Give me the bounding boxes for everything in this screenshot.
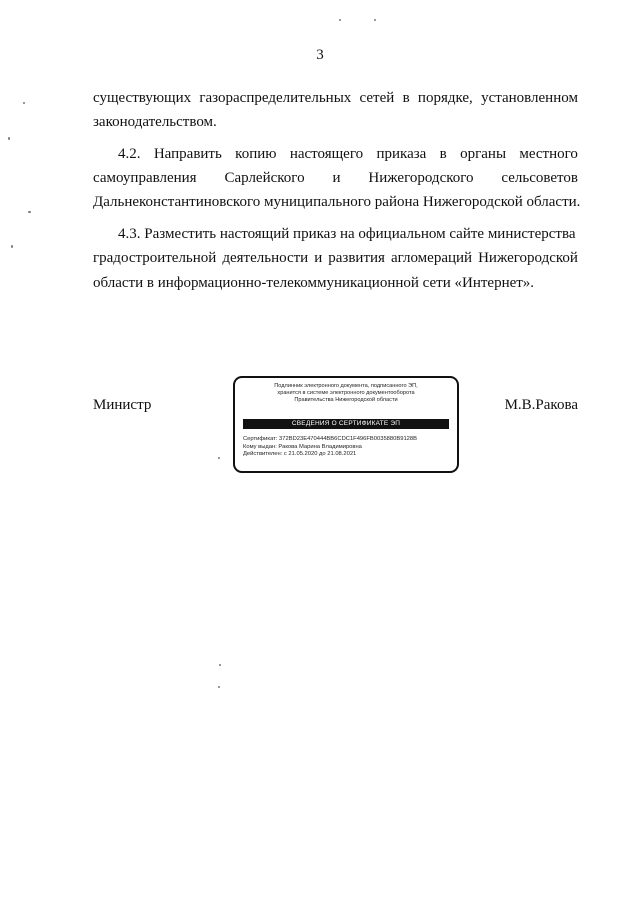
word: 4.2.	[118, 146, 141, 162]
scan-speck	[218, 686, 220, 688]
word: сельсоветов	[501, 170, 578, 186]
word: сетей	[359, 90, 395, 106]
scan-speck	[339, 19, 341, 21]
signatory-name: М.В.Ракова	[504, 397, 578, 413]
word: копию	[235, 146, 277, 162]
paragraph-2-line-2	[93, 168, 578, 188]
paragraph-1-line-1	[93, 88, 578, 108]
paragraph-3-line-2	[93, 248, 578, 268]
electronic-signature-stamp	[233, 376, 459, 473]
signatory-position: Министр	[93, 397, 152, 413]
scan-speck	[11, 245, 13, 248]
paragraph-1-line-2: законодательством.	[93, 114, 217, 130]
scan-speck	[219, 664, 221, 666]
certificate-owner: Кому выдан: Ракова Марина Владимировна	[243, 443, 362, 450]
page-number: 3	[316, 47, 324, 63]
scan-speck	[8, 137, 10, 140]
word: порядке,	[417, 90, 473, 106]
certificate-validity: Действителен: с 21.05.2020 до 21.08.2021	[243, 451, 357, 457]
word: органы	[460, 146, 507, 162]
word: Сарлейского	[224, 170, 305, 186]
word: градостроительной	[93, 250, 217, 266]
word: установленном	[481, 90, 578, 106]
word: приказа	[376, 146, 427, 162]
scan-speck	[218, 457, 220, 459]
word: деятельности	[222, 250, 309, 266]
word: самоуправления	[93, 170, 197, 186]
word: настоящего	[289, 146, 364, 162]
stamp-title-bar: СВЕДЕНИЯ О СЕРТИФИКАТЕ ЭП	[243, 419, 449, 429]
paragraph-3-line-3: области в информационно-телекоммуникационной сети «Интернет».	[93, 275, 535, 291]
stamp-header-line: хранится в системе электронного документооборота	[277, 390, 415, 396]
word: газораспределительных	[199, 90, 352, 106]
word: местного	[519, 146, 578, 162]
word: существующих	[93, 90, 192, 106]
paragraph-2-line-1	[118, 144, 578, 164]
word: развития	[328, 250, 385, 266]
stamp-header-line: Правительства Нижегородской области	[294, 397, 398, 403]
word: в	[402, 90, 410, 106]
word: Нижегородской	[478, 250, 578, 266]
scan-speck	[23, 102, 25, 104]
scan-speck	[374, 19, 376, 21]
word: в	[439, 146, 447, 162]
word: Нижегородского	[368, 170, 474, 186]
certificate-number: Сертификат: 372BD23E470444BB6CDC1F496FB0035880B9128B	[243, 436, 417, 442]
word: Направить	[153, 146, 222, 162]
word: агломераций	[390, 250, 473, 266]
paragraph-3-line-1: 4.3. Разместить настоящий приказ на официальном сайте министерства	[118, 226, 576, 242]
word: и	[314, 250, 323, 266]
paragraph-2-line-3: Дальнеконстантиновского муниципального района Нижегородской области.	[93, 194, 581, 210]
word: и	[332, 170, 341, 186]
stamp-header-line: Подлинник электронного документа, подписанного ЭП,	[274, 383, 418, 389]
scan-speck	[28, 211, 31, 213]
stamp-header	[235, 383, 457, 404]
stamp-details	[243, 436, 417, 459]
